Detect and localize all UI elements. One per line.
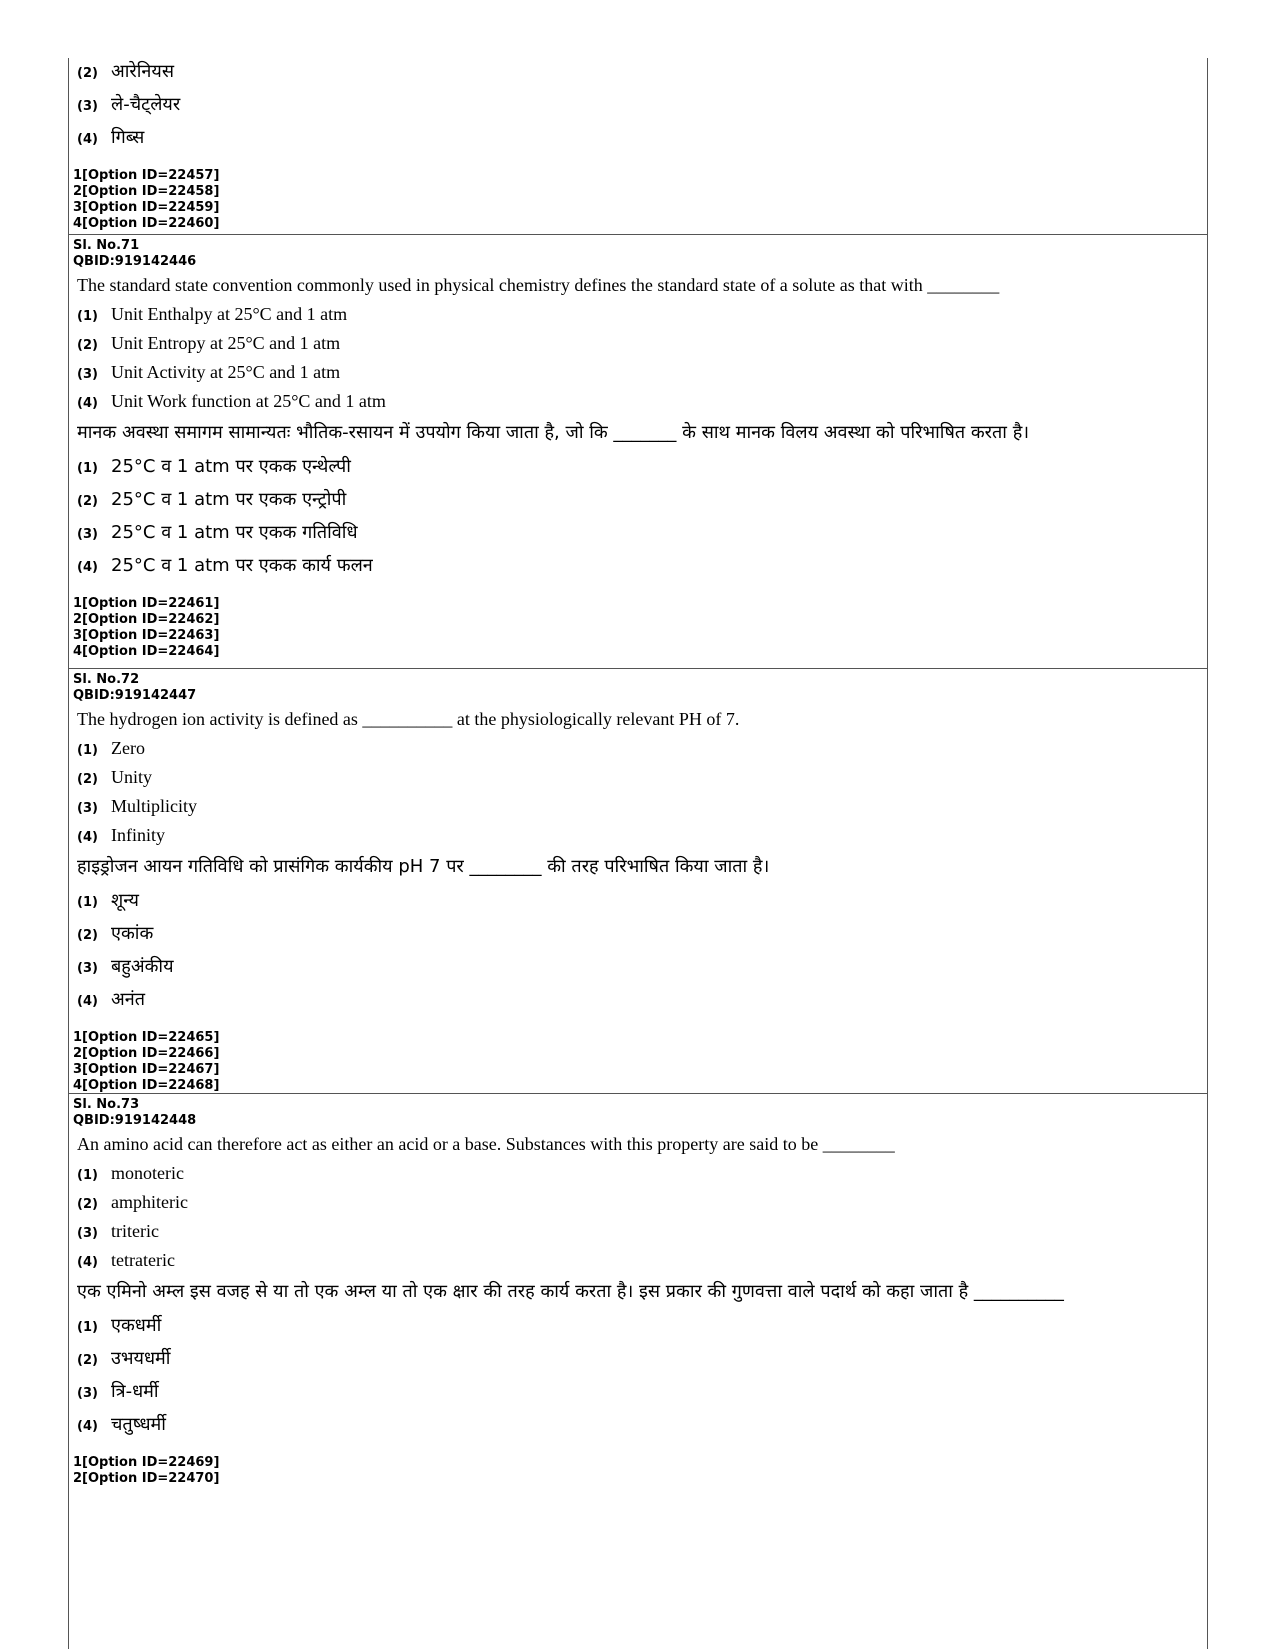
option-number: (1) xyxy=(77,1168,98,1183)
option-number: (3) xyxy=(77,367,98,382)
option-hi xyxy=(73,516,1207,549)
option-number: (2) xyxy=(77,1197,98,1212)
option-number: (2) xyxy=(77,1353,98,1368)
question-text-hi: एक एमिनो अम्ल इस वजह से या तो एक अम्ल या तो एक क्षार की तरह कार्य करता है। इस प्रकार की गुणवत्ता वाले पदार्थ को कहा जाता है __________ xyxy=(77,1281,1064,1302)
question-text-hi: हाइड्रोजन आयन गतिविधि को प्रासंगिक कार्यकीय pH 7 पर ________ की तरह परिभाषित किया जाता है। xyxy=(77,856,770,877)
option-id-list xyxy=(73,582,1207,664)
option-number: (3) xyxy=(77,527,98,542)
option-text: आरेनियस xyxy=(111,61,175,82)
option-number: (4) xyxy=(77,1419,98,1434)
option-hi xyxy=(73,58,1207,88)
serial-number: Sl. No.71 xyxy=(73,238,140,253)
option-number: (3) xyxy=(77,1386,98,1401)
option-hi xyxy=(73,1408,1207,1441)
option-en xyxy=(73,763,1207,792)
option-hi xyxy=(73,1309,1207,1342)
option-text: ले-चैट्लेयर xyxy=(111,94,181,115)
option-hi xyxy=(73,1342,1207,1375)
option-en xyxy=(73,1188,1207,1217)
option-number: (4) xyxy=(77,132,98,147)
question-paper-page xyxy=(68,58,1208,1649)
option-en xyxy=(73,1246,1207,1275)
option-text: Zero xyxy=(111,738,145,758)
question-bank-id: QBID:919142446 xyxy=(73,254,197,269)
option-text: Unit Activity at 25°C and 1 atm xyxy=(111,362,341,382)
option-en xyxy=(73,792,1207,821)
option-number: (2) xyxy=(77,772,98,787)
option-en xyxy=(73,734,1207,763)
option-id: 2[Option ID=22466] xyxy=(73,1046,220,1061)
option-id: 1[Option ID=22461] xyxy=(73,596,220,611)
option-id: 1[Option ID=22457] xyxy=(73,168,220,183)
option-id-list xyxy=(73,1016,1207,1098)
option-text: 25°C व 1 atm पर एकक एन्थेल्पी xyxy=(111,456,351,477)
option-id: 3[Option ID=22467] xyxy=(73,1062,220,1077)
option-text: Unity xyxy=(111,767,153,787)
option-id: 4[Option ID=22468] xyxy=(73,1078,220,1093)
option-hi xyxy=(73,983,1207,1016)
option-number: (2) xyxy=(77,66,98,81)
option-hi xyxy=(73,950,1207,983)
option-id: 2[Option ID=22458] xyxy=(73,184,220,199)
option-id: 4[Option ID=22460] xyxy=(73,216,220,231)
option-number: (3) xyxy=(77,801,98,816)
option-id: 1[Option ID=22469] xyxy=(73,1455,220,1470)
option-text: गिब्स xyxy=(111,127,145,148)
option-number: (4) xyxy=(77,560,98,575)
option-hi xyxy=(73,1375,1207,1408)
option-text: शून्य xyxy=(111,890,139,911)
question-block-continued xyxy=(69,58,1207,235)
option-number: (1) xyxy=(77,743,98,758)
option-number: (4) xyxy=(77,1255,98,1270)
serial-number: Sl. No.72 xyxy=(73,672,140,687)
question-bank-id: QBID:919142448 xyxy=(73,1113,197,1128)
option-id: 2[Option ID=22470] xyxy=(73,1471,220,1486)
question-block-73 xyxy=(69,1094,1207,1491)
option-text: Unit Entropy at 25°C and 1 atm xyxy=(111,333,341,353)
option-text: Multiplicity xyxy=(111,796,198,816)
option-number: (2) xyxy=(77,494,98,509)
option-text: triteric xyxy=(111,1221,159,1241)
option-hi xyxy=(73,917,1207,950)
question-text-hi: मानक अवस्था समागम सामान्यतः भौतिक-रसायन में उपयोग किया जाता है, जो कि _______ के साथ मानक विलय अवस्था को परिभाषित करता है। xyxy=(77,422,1030,443)
option-id: 3[Option ID=22459] xyxy=(73,200,220,215)
option-text: अनंत xyxy=(111,989,146,1010)
option-number: (1) xyxy=(77,1320,98,1335)
serial-number: Sl. No.73 xyxy=(73,1097,140,1112)
option-en xyxy=(73,1159,1207,1188)
option-number: (3) xyxy=(77,99,98,114)
option-hi xyxy=(73,884,1207,917)
question-block-71 xyxy=(69,235,1207,669)
option-en xyxy=(73,1217,1207,1246)
option-text: उभयधर्मी xyxy=(111,1348,171,1369)
option-number: (1) xyxy=(77,309,98,324)
option-en xyxy=(73,329,1207,358)
option-text: 25°C व 1 atm पर एकक गतिविधि xyxy=(111,522,358,543)
option-text: Infinity xyxy=(111,825,165,845)
option-number: (2) xyxy=(77,338,98,353)
option-number: (2) xyxy=(77,928,98,943)
option-en xyxy=(73,821,1207,850)
option-number: (4) xyxy=(77,830,98,845)
option-text: 25°C व 1 atm पर एकक एन्ट्रोपी xyxy=(111,489,347,510)
option-text: एकांक xyxy=(111,923,154,944)
option-text: बहुअंकीय xyxy=(111,956,174,977)
option-number: (4) xyxy=(77,994,98,1009)
option-number: (4) xyxy=(77,396,98,411)
option-hi xyxy=(73,121,1207,154)
option-id: 3[Option ID=22463] xyxy=(73,628,220,643)
option-number: (1) xyxy=(77,895,98,910)
question-bank-id: QBID:919142447 xyxy=(73,688,197,703)
option-number: (1) xyxy=(77,461,98,476)
option-id: 2[Option ID=22462] xyxy=(73,612,220,627)
option-number: (3) xyxy=(77,1226,98,1241)
question-block-72 xyxy=(69,669,1207,1094)
option-hi xyxy=(73,549,1207,582)
option-id: 1[Option ID=22465] xyxy=(73,1030,220,1045)
question-text-en: An amino acid can therefore act as either an acid or a base. Substances with this property are said to be ________ xyxy=(77,1134,895,1154)
option-text: त्रि-धर्मी xyxy=(111,1381,159,1402)
option-id-list xyxy=(73,154,1207,236)
option-text: tetrateric xyxy=(111,1250,175,1270)
option-en xyxy=(73,358,1207,387)
option-text: एकधर्मी xyxy=(111,1315,162,1336)
option-text: Unit Work function at 25°C and 1 atm xyxy=(111,391,386,411)
option-id-list xyxy=(73,1441,1207,1491)
option-en xyxy=(73,300,1207,329)
option-hi xyxy=(73,450,1207,483)
option-text: चतुष्धर्मी xyxy=(111,1414,166,1435)
option-text: amphiteric xyxy=(111,1192,188,1212)
option-text: monoteric xyxy=(111,1163,184,1183)
option-hi xyxy=(73,88,1207,121)
question-text-en: The hydrogen ion activity is defined as __________ at the physiologically relevant PH of 7. xyxy=(77,709,740,729)
option-text: 25°C व 1 atm पर एकक कार्य फलन xyxy=(111,555,373,576)
option-hi xyxy=(73,483,1207,516)
option-number: (3) xyxy=(77,961,98,976)
option-en xyxy=(73,387,1207,416)
option-text: Unit Enthalpy at 25°C and 1 atm xyxy=(111,304,348,324)
option-id: 4[Option ID=22464] xyxy=(73,644,220,659)
question-text-en: The standard state convention commonly used in physical chemistry defines the standard state of a solute as that with ________ xyxy=(77,275,1000,295)
